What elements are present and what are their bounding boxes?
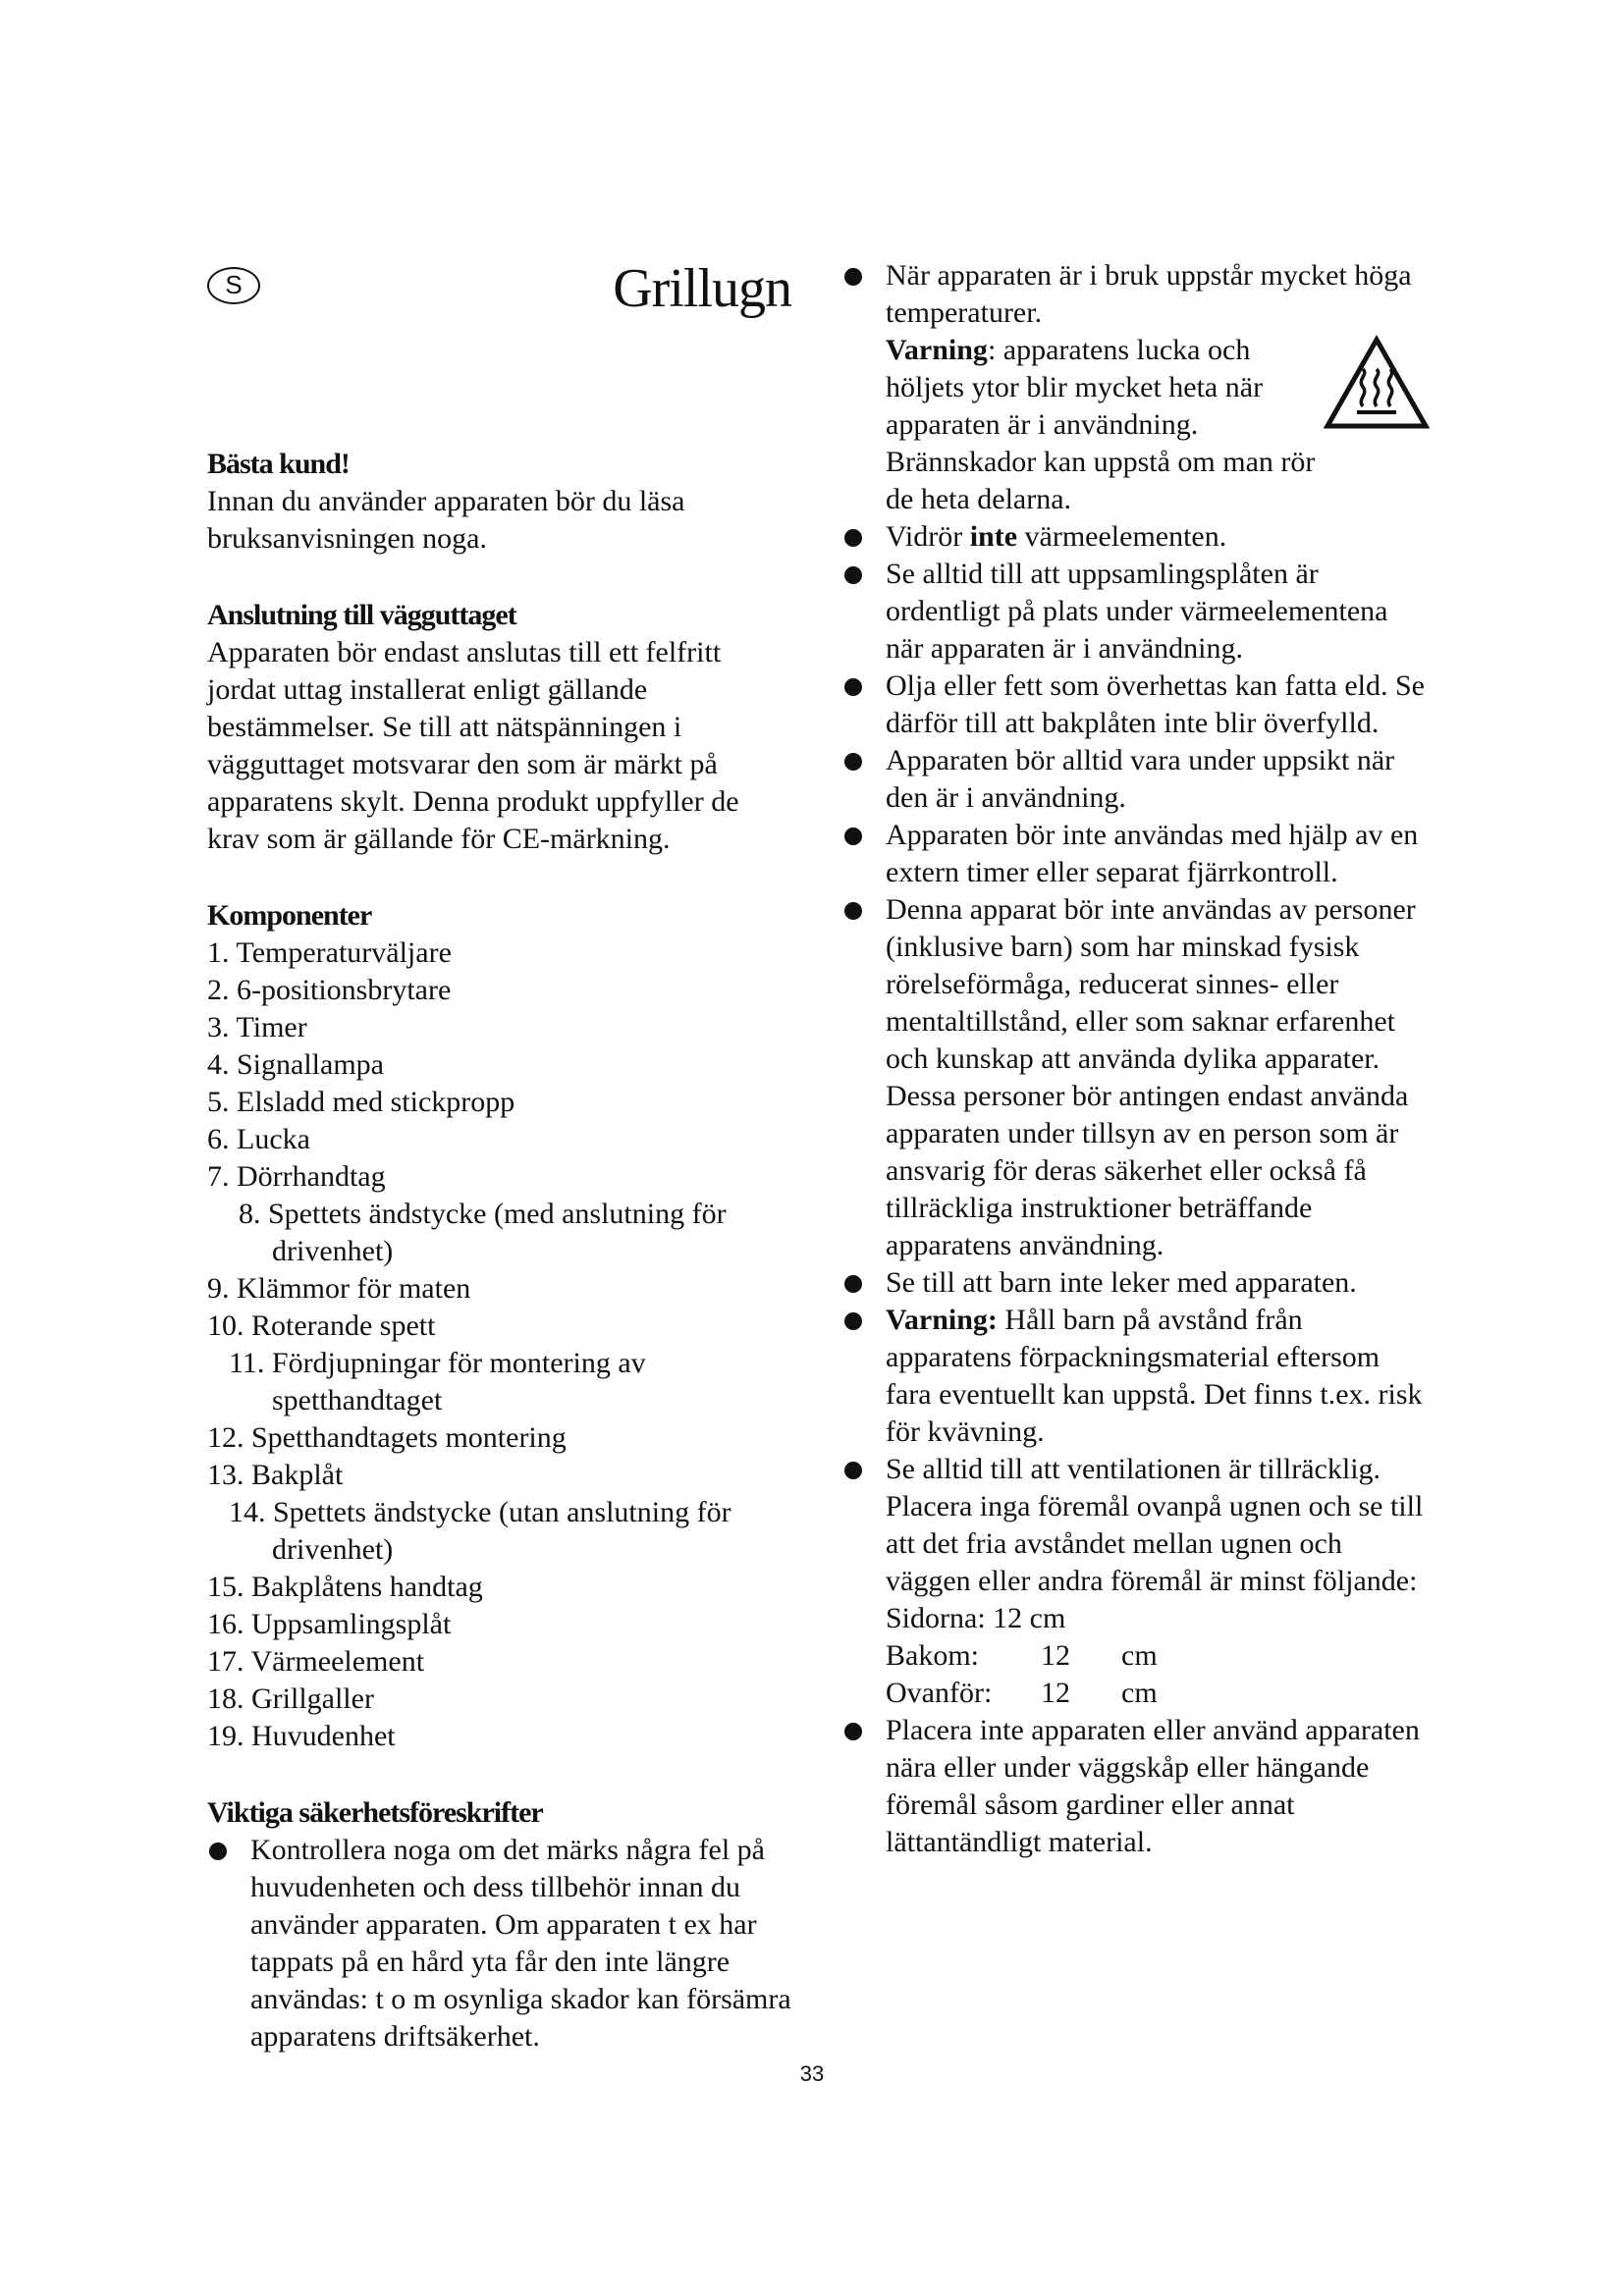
list-item: 1. Temperaturväljare [207,936,452,969]
safety-item: Se till att barn inte leker med apparaten. [842,1264,1432,1302]
bullet-icon [844,828,862,845]
safety-item: Olja eller fett som överhettas kan fatta eld. Se därför till att bakplåten inte blir överfylld. [842,667,1432,742]
hot-surface-warning-icon [1322,334,1432,432]
bullet-icon [844,1462,862,1479]
list-item: 15. Bakplåtens handtag [207,1571,483,1603]
safety-list-left [207,1832,791,2056]
list-item: 5. Elsladd med stickpropp [207,1086,515,1118]
safety-item: Se alltid till att ventilationen är tillräcklig. Placera inga föremål ovanpå ugnen och se till att det fria avståndet mellan ugnen och väggen eller andra föremål är minst följande: Sidorna: 12 cm Bakom: 12 cm Ovanför: 12 cm [842,1451,1432,1712]
clearance-back-unit: cm [1121,1639,1158,1672]
warning-label: Varning [886,334,988,366]
clearance-back-label: Bakom: [886,1639,979,1672]
bullet-icon [209,1842,227,1860]
safety-item: Apparaten bör inte användas med hjälp av en extern timer eller separat fjärrkontroll. [842,817,1432,891]
components-list [207,934,791,1755]
safety-section-left [207,1794,791,2056]
heat-warning [842,332,1432,518]
bullet-icon [844,902,862,920]
list-item: 9. Klämmor för maten [207,1272,471,1305]
safety-item: När apparaten är i bruk uppstår mycket höga temperaturer. [842,257,1432,332]
list-item: 10. Roterande spett [207,1309,436,1342]
bullet-icon [844,529,862,547]
clearance-sides: Sidorna: 12 cm [886,1602,1066,1634]
intro-text: Innan du använder apparaten bör du läsa bruksanvisningen noga. [207,485,685,555]
safety-item: Placera inte apparaten eller använd apparaten nära eller under väggskåp eller hängande föremål såsom gardiner eller annat lättantändligt material. [842,1712,1432,1861]
safety-item: Kontrollera noga om det märks några fel på huvudenheten och dess tillbehör innan du använder apparaten. Om apparaten t ex har tappats på en hård yta får den inte längre användas: t o m osynliga skador kan försämra apparatens driftsäkerhet. [207,1832,791,2056]
list-item: 11. Fördjupningar för montering av spetthandtaget [229,1347,646,1416]
list-item: 6. Lucka [207,1123,310,1155]
list-item: 18. Grillgaller [207,1682,374,1715]
intro-section [207,446,791,558]
warning-text: Varning: apparatens lucka och höljets ytor blir mycket heta när apparaten är i användning. Brännskador kan uppstå om man rör de heta delarna. [886,334,1316,515]
list-item: 3. Timer [207,1011,307,1043]
safety-item: Vidrör inte värmeelementen. [842,518,1432,556]
bullet-icon [844,1312,862,1330]
safety-item: Varning: Håll barn på avstånd från apparatens förpackningsmaterial eftersom fara eventuellt kan uppstå. Det finns t.ex. risk för kvävning. [842,1302,1432,1451]
safety-list-right-2 [842,518,1432,1861]
list-item: 4. Signallampa [207,1048,384,1081]
bullet-icon [844,678,862,696]
clearance-top-unit: cm [1121,1677,1158,1709]
list-item: 2. 6-positionsbrytare [207,974,452,1006]
page-number: 33 [799,2061,825,2086]
right-column [842,257,1432,1861]
clearances [886,1600,1432,1712]
bullet-icon [844,268,862,286]
clearance-back-value: 12 [1041,1639,1070,1672]
list-item: 7. Dörrhandtag [207,1160,386,1193]
list-item: 12. Spetthandtagets montering [207,1421,567,1454]
clearance-top-value: 12 [1041,1677,1070,1709]
safety-item: Se alltid till att uppsamlingsplåten är ordentligt på plats under värmeelementena när apparaten är i användning. [842,556,1432,667]
list-item: 8. Spettets ändstycke (med anslutning för drivenhet) [239,1198,727,1267]
list-item: 19. Huvudenhet [207,1720,396,1752]
list-item: 17. Värmeelement [207,1645,425,1678]
packaging-warning-label: Varning: [886,1304,998,1336]
safety-item: Denna apparat bör inte användas av personer (inklusive barn) som har minskad fysisk rörelseförmåga, reducerat sinnes- eller mentaltillstånd, eller som saknar erfarenhet och kunskap att använda dylika apparater. Dessa personer bör antingen endast använda apparaten under tillsyn av en person som är ansvarig för deras säkerhet eller också få tillräckliga instruktioner beträffande apparatens användning. [842,891,1432,1264]
components-heading: Komponenter [207,899,372,932]
left-column [207,257,791,2056]
safety-heading: Viktiga säkerhetsföreskrifter [207,1796,543,1829]
connection-section [207,597,791,858]
components-section [207,897,791,1755]
bullet-icon [844,566,862,584]
list-item: 14. Spettets ändstycke (utan anslutning för drivenhet) [229,1496,731,1566]
list-item: 13. Bakplåt [207,1459,344,1491]
page-title: Grillugn [613,258,791,319]
safety-item: Apparaten bör alltid vara under uppsikt när den är i användning. [842,742,1432,817]
bullet-icon [844,1275,862,1293]
connection-text: Apparaten bör endast anslutas till ett felfritt jordat uttag installerat enligt gällande bestämmelser. Se till att nätspänningen i vägguttaget motsvarar den som är märkt på apparatens skylt. Denna produkt uppfyller de krav som är gällande för CE-märkning. [207,636,739,855]
language-badge: S [207,267,260,304]
bullet-icon [844,753,862,771]
bullet-icon [844,1723,862,1740]
page-header [207,257,791,336]
connection-heading: Anslutning till vägguttaget [207,599,516,631]
clearance-top-label: Ovanför: [886,1677,993,1709]
safety-list-right [842,257,1432,332]
list-item: 16. Uppsamlingsplåt [207,1608,452,1640]
intro-heading: Bästa kund! [207,448,350,480]
